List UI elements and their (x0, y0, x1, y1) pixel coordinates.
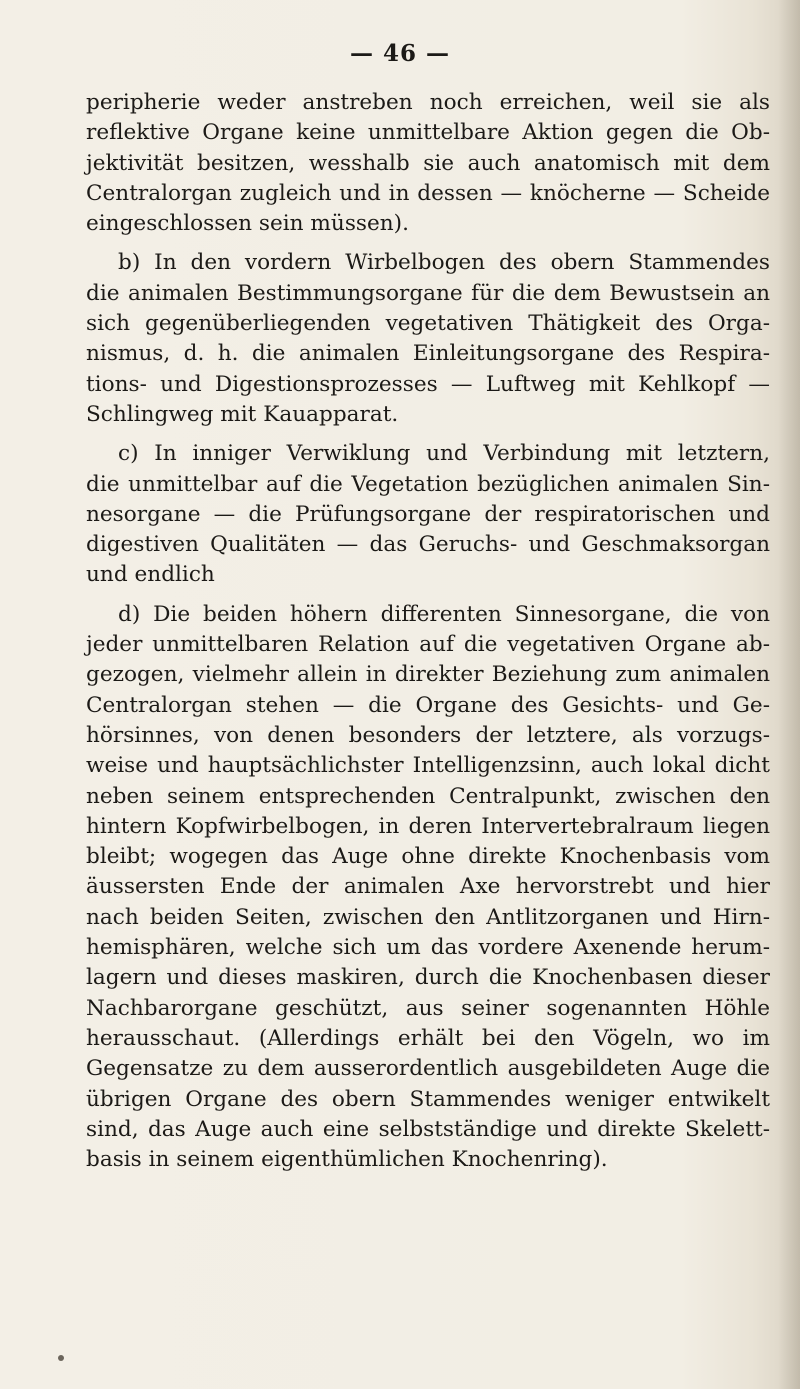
paragraph-c (86, 439, 770, 590)
text-line: jeder unmittelbaren Relation auf die vegetativen Organe ab- (86, 632, 770, 658)
text-line: nismus, d. h. die animalen Einleitungsorgane des Respira- (86, 341, 770, 367)
text-line: jektivität besitzen, wesshalb sie auch anatomisch mit dem (86, 150, 770, 176)
text-line: d) Die beiden höhern differenten Sinnesorgane, die von (118, 601, 770, 627)
paragraph-b (86, 248, 770, 430)
page-edge-shadow (778, 0, 800, 1389)
text-line: eingeschlossen sein müssen). (86, 211, 409, 237)
page-number: — 46 — (349, 40, 451, 67)
text-line: Centralorgan zugleich und in dessen — knöcherne — Scheide (86, 180, 770, 206)
text-line: sind, das Auge auch eine selbstständige und direkte Skelett- (86, 1116, 770, 1142)
text-line: die animalen Bestimmungsorgane für die dem Bewustsein an (86, 280, 770, 306)
text-line: reflektive Organe keine unmittelbare Aktion gegen die Ob- (86, 120, 770, 146)
text-line: Centralorgan stehen — die Organe des Gesichts- und Ge- (86, 692, 770, 718)
text-line: c) In inniger Verwiklung und Verbindung mit letztern, (118, 441, 770, 467)
text-line: neben seinem entsprechenden Centralpunkt, zwischen den (86, 783, 770, 809)
text-line: Gegensatze zu dem ausserordentlich ausgebildeten Auge die (86, 1056, 770, 1082)
text-line: b) In den vordern Wirbelbogen des obern Stammendes (118, 250, 770, 276)
text-line: äussersten Ende der animalen Axe hervorstrebt und hier (86, 874, 770, 900)
text-line: hintern Kopfwirbelbogen, in deren Intervertebralraum liegen (86, 813, 770, 839)
text-line: basis in seinem eigenthümlichen Knochenring). (86, 1147, 608, 1173)
text-line: gezogen, vielmehr allein in direkter Beziehung zum animalen (86, 662, 770, 688)
text-line: die unmittelbar auf die Vegetation bezüglichen animalen Sin- (86, 471, 770, 497)
ink-speck (58, 1355, 64, 1361)
text-line: bleibt; wogegen das Auge ohne direkte Knochenbasis vom (86, 844, 770, 870)
text-line: hörsinnes, von denen besonders der letztere, als vorzugs- (86, 722, 770, 748)
text-line: weise und hauptsächlichster Intelligenzsinn, auch lokal dicht (86, 753, 770, 779)
text-line: tions- und Digestionsprozesses — Luftweg mit Kehlkopf — (86, 371, 770, 397)
text-line: nesorgane — die Prüfungsorgane der respiratorischen und (86, 501, 770, 527)
paragraph-d (86, 600, 770, 1176)
text-line: lagern und dieses maskiren, durch die Knochenbasen dieser (86, 965, 770, 991)
text-line: sich gegenüberliegenden vegetativen Thätigkeit des Orga- (86, 311, 770, 337)
text-line: und endlich (86, 562, 215, 588)
text-line: digestiven Qualitäten — das Geruchs- und Geschmaksorgan (86, 532, 770, 558)
text-line: herausschaut. (Allerdings erhält bei den Vögeln, wo im (86, 1025, 770, 1051)
text-line: Schlingweg mit Kauapparat. (86, 401, 399, 427)
text-line: übrigen Organe des obern Stammendes weniger entwikelt (86, 1086, 770, 1112)
text-line: Nachbarorgane geschützt, aus seiner sogenannten Höhle (86, 995, 770, 1021)
body-text (86, 88, 770, 1175)
text-line: nach beiden Seiten, zwischen den Antlitzorganen und Hirn- (86, 904, 770, 930)
paragraph-continuation (86, 88, 770, 239)
text-line: hemisphären, welche sich um das vordere Axenende herum- (86, 935, 770, 961)
text-line: peripherie weder anstreben noch erreichen, weil sie als (86, 90, 770, 115)
